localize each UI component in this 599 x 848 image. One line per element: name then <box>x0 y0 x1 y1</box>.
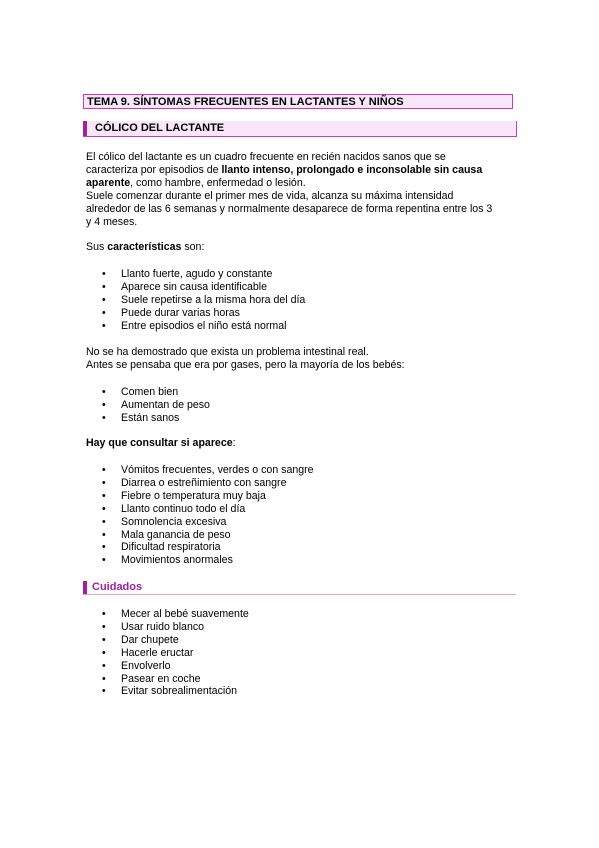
gases-list <box>86 386 210 425</box>
list-item: • Mala ganancia de peso <box>86 529 314 542</box>
intro-line: alrededor de las 6 semanas y normalmente desaparece de forma repentina entre los 3 <box>86 202 493 215</box>
intro-bold-text: aparente <box>86 176 131 189</box>
section-heading-cuidados <box>83 581 516 595</box>
list-item: • Están sanos <box>86 412 210 425</box>
list-item: • Suele repetirse a la misma hora del día <box>86 294 305 307</box>
list-item: • Envolverlo <box>86 660 249 673</box>
caracteristicas-text: Sus <box>86 241 108 253</box>
list-item: • Dar chupete <box>86 634 249 647</box>
intro-text: , como hambre, enfermedad o lesión. <box>130 176 306 189</box>
intro-line: El cólico del lactante es un cuadro frecuente en recién nacidos sanos que se <box>86 151 446 163</box>
chapter-title <box>83 94 513 109</box>
gases-line: No se ha demostrado que exista un problema intestinal real. <box>86 346 369 358</box>
list-item: • Pasear en coche <box>86 673 249 686</box>
list-item: • Dificultad respiratoria <box>86 541 314 554</box>
list-item: • Aumentan de peso <box>86 399 210 412</box>
list-item: • Diarrea o estreñimiento con sangre <box>86 477 314 490</box>
list-item: • Movimientos anormales <box>86 554 314 567</box>
list-item: • Evitar sobrealimentación <box>86 685 249 698</box>
list-item: • Somnolencia excesiva <box>86 516 314 529</box>
gases-line: Antes se pensaba que era por gases, pero la mayoría de los bebés: <box>86 358 405 371</box>
chapter-title-text: TEMA 9. SÍNTOMAS FRECUENTES EN LACTANTES Y NIÑOS <box>87 96 404 108</box>
caracteristicas-bold-text: características <box>107 241 182 253</box>
list-item: • Puede durar varias horas <box>86 307 305 320</box>
consultar-bold-text: Hay que consultar si aparece <box>86 437 233 449</box>
intro-line: Suele comenzar durante el primer mes de vida, alcanza su máxima intensidad <box>86 189 454 202</box>
list-item: • Llanto continuo todo el día <box>86 503 314 516</box>
list-item: • Entre episodios el niño está normal <box>86 320 305 333</box>
heading-accent-bar <box>83 121 87 136</box>
caracteristicas-list <box>86 268 305 333</box>
intro-text: caracteriza por episodios de <box>86 163 222 176</box>
intro-bold-text: llanto intenso, prolongado e inconsolable sin causa <box>221 163 483 176</box>
list-item: • Fiebre o temperatura muy baja <box>86 490 314 503</box>
consultar-list <box>86 464 314 567</box>
cuidados-list <box>86 608 249 698</box>
list-item: • Aparece sin causa identificable <box>86 281 305 294</box>
caracteristicas-intro <box>86 241 526 254</box>
section-heading-colico <box>83 121 517 137</box>
consultar-text: : <box>232 437 236 449</box>
caracteristicas-text: son: <box>181 241 205 253</box>
list-item: • Hacerle eructar <box>86 647 249 660</box>
intro-line <box>86 164 526 177</box>
list-item: • Usar ruido blanco <box>86 621 249 634</box>
heading-accent-bar <box>83 581 87 594</box>
list-item: • Vómitos frecuentes, verdes o con sangre <box>86 464 314 477</box>
intro-line <box>86 177 526 190</box>
list-item: • Mecer al bebé suavemente <box>86 608 249 621</box>
section-heading-cuidados-text: Cuidados <box>92 581 143 593</box>
intro-paragraph <box>86 151 526 228</box>
section-heading-colico-text: CÓLICO DEL LACTANTE <box>95 122 225 134</box>
consultar-intro <box>86 437 526 450</box>
list-item: • Llanto fuerte, agudo y constante <box>86 268 305 281</box>
intro-line: y 4 meses. <box>86 215 138 228</box>
list-item: • Comen bien <box>86 386 210 399</box>
gases-paragraph <box>86 346 526 372</box>
